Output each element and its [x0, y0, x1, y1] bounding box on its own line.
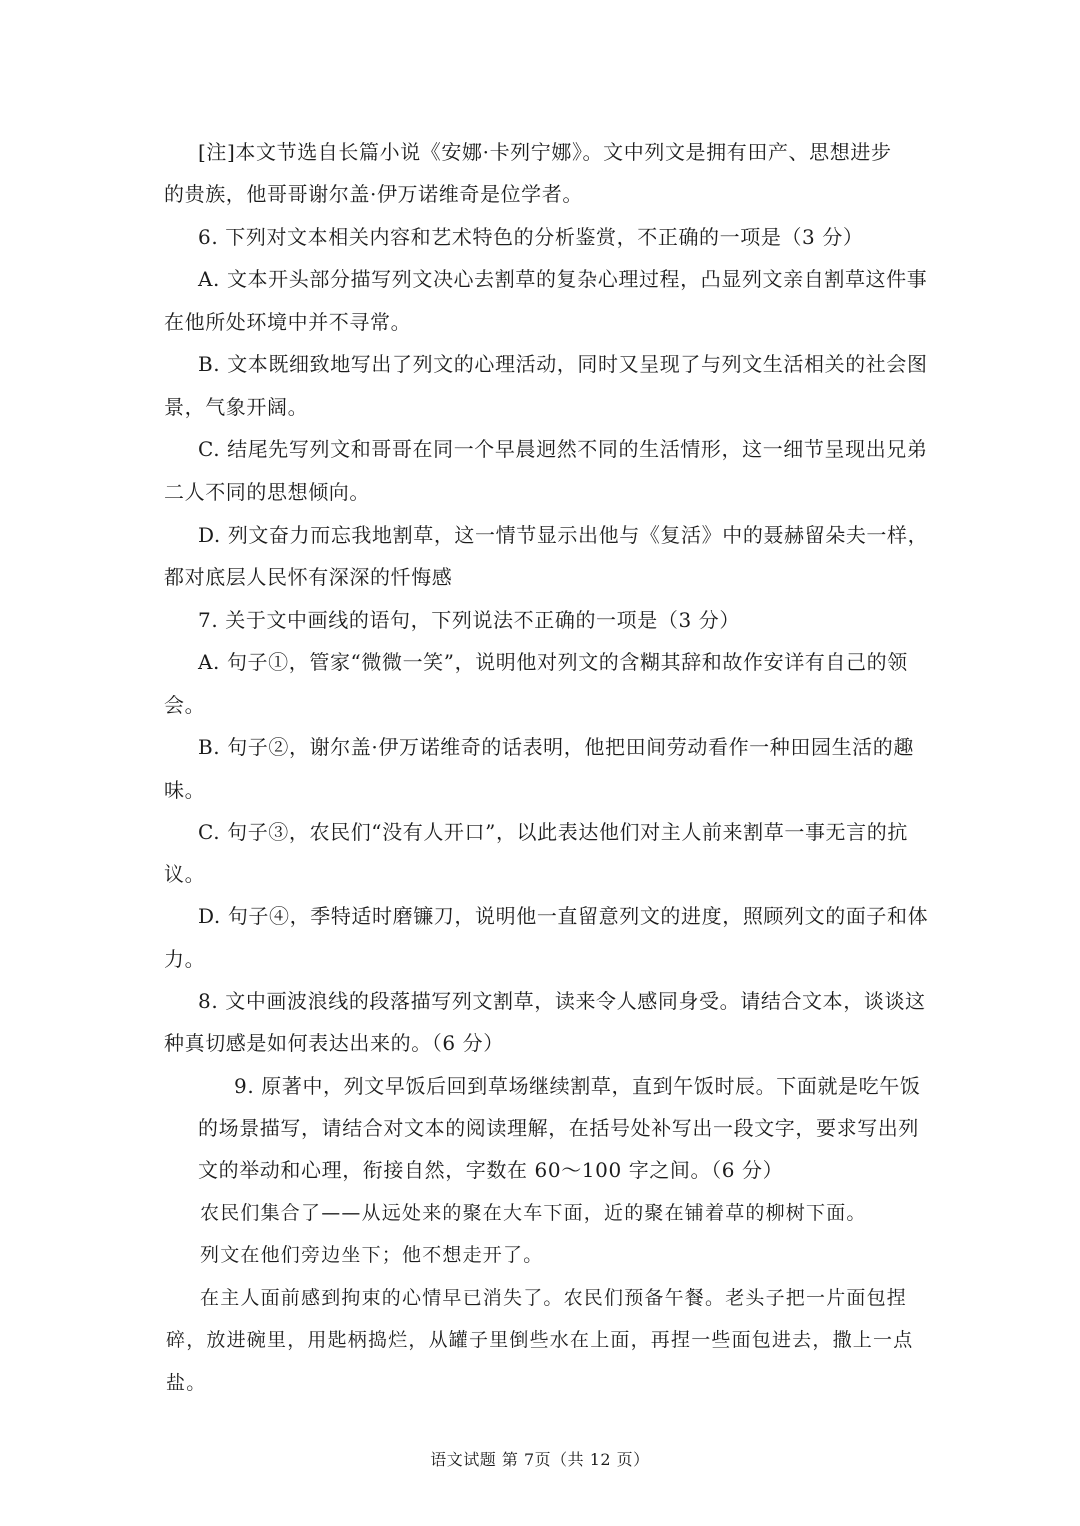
excerpt-paragraph-2: 列文在他们旁边坐下；他不想走开了。 [200, 1244, 544, 1266]
q7-option-b-line-1: B. 句子②，谢尔盖·伊万诺维奇的话表明，他把田间劳动看作一种田园生活的趣 [198, 735, 914, 759]
q9-line-1: 9. 原著中，列文早饭后回到草场继续割草，直到午饭时辰。下面就是吃午饭 [234, 1074, 921, 1098]
excerpt-paragraph-1: 农民们集合了——从远处来的聚在大车下面，近的聚在铺着草的柳树下面。 [200, 1202, 867, 1224]
note-line-2: 的贵族，他哥哥谢尔盖·伊万诺维奇是位学者。 [164, 182, 583, 206]
excerpt-paragraph-3-line-3: 盐。 [166, 1372, 207, 1394]
page-footer: 语文试题 第 7页（共 12 页） [430, 1450, 650, 1469]
q8-line-1: 8. 文中画波浪线的段落描写列文割草，读来令人感同身受。请结合文本，谈谈这 [198, 989, 926, 1013]
q7-option-d-line-1: D. 句子④，季特适时磨镰刀，说明他一直留意列文的进度，照顾列文的面子和体 [198, 904, 929, 928]
q7-option-c-line-2: 议。 [164, 862, 206, 886]
q7-option-a-line-2: 会。 [164, 693, 206, 717]
q6-option-a-line-2: 在他所处环境中并不寻常。 [164, 310, 412, 334]
q7-option-b-line-2: 味。 [164, 778, 206, 802]
q6-option-b-line-2: 景，气象开阔。 [164, 395, 309, 419]
q6-option-d-line-2: 都对底层人民怀有深深的忏悔感 [164, 565, 453, 589]
q7-option-c-line-1: C. 句子③，农民们“没有人开口”，以此表达他们对主人前来割草一事无言的抗 [198, 820, 908, 844]
q6-option-d-line-1: D. 列文奋力而忘我地割草，这一情节显示出他与《复活》中的聂赫留朵夫一样， [198, 523, 929, 547]
q6-option-c-line-2: 二人不同的思想倾向。 [164, 480, 370, 504]
q9-line-2: 的场景描写，请结合对文本的阅读理解，在括号处补写出一段文字，要求写出列 [198, 1116, 919, 1140]
q7-option-d-line-2: 力。 [164, 947, 206, 971]
q9-line-3: 文的举动和心理，衔接自然，字数在 60～100 字之间。（6 分） [198, 1158, 784, 1182]
excerpt-paragraph-3-line-2: 碎，放进碗里，用匙柄捣烂，从罐子里倒些水在上面，再捏一些面包进去，撒上一点 [166, 1329, 914, 1351]
note-line-1: [注]本文节选自长篇小说《安娜·卡列宁娜》。文中列文是拥有田产、思想进步 [198, 140, 892, 164]
q7-stem: 7. 关于文中画线的语句，下列说法不正确的一项是（3 分） [198, 608, 740, 632]
q6-option-c-line-1: C. 结尾先写列文和哥哥在同一个早晨迥然不同的生活情形，这一细节呈现出兄弟 [198, 437, 928, 461]
q6-stem: 6. 下列对文本相关内容和艺术特色的分析鉴赏，不正确的一项是（3 分） [198, 225, 864, 249]
q8-line-2: 种真切感是如何表达出来的。（6 分） [164, 1031, 504, 1055]
q6-option-a-line-1: A. 文本开头部分描写列文决心去割草的复杂心理过程，凸显列文亲自割草这件事 [198, 267, 928, 291]
q6-option-b-line-1: B. 文本既细致地写出了列文的心理活动，同时又呈现了与列文生活相关的社会图 [198, 352, 928, 376]
q7-option-a-line-1: A. 句子①，管家“微微一笑”，说明他对列文的含糊其辞和故作安详有自己的领 [198, 650, 908, 674]
excerpt-paragraph-3-line-1: 在主人面前感到拘束的心情早已消失了。农民们预备午餐。老头子把一片面包捏 [200, 1287, 908, 1309]
